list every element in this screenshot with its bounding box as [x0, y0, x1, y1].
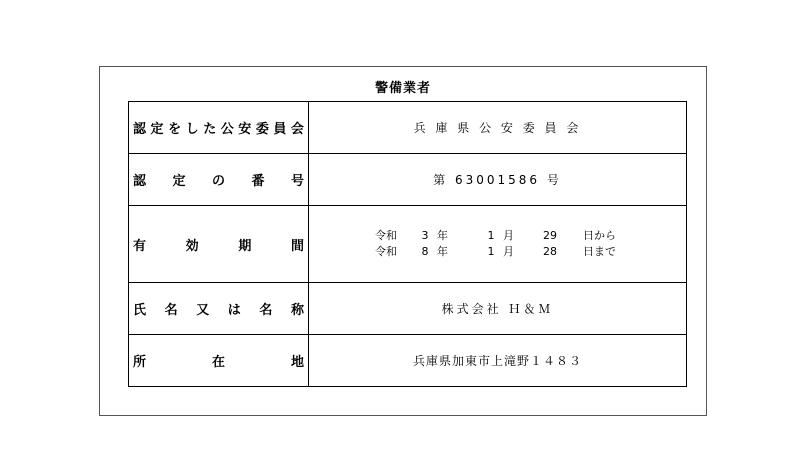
sign-title: 警備業者 [374, 81, 431, 96]
label-char: 期 [238, 238, 252, 254]
label-char: し [185, 122, 199, 137]
label-char: を [168, 122, 182, 137]
label-char: 地 [290, 355, 304, 370]
label-char: 委 [255, 122, 269, 137]
row-address [129, 335, 687, 387]
label-char: 在 [211, 355, 225, 370]
period-month-unit: 月 [503, 229, 514, 242]
label-char: 番 [251, 174, 265, 189]
period-day: 29 [543, 229, 557, 242]
label-address [129, 335, 309, 387]
period-month: 1 [487, 229, 495, 242]
label-char: 認 [133, 174, 147, 189]
row-company-name [129, 283, 687, 335]
label-company-name [129, 283, 309, 335]
label-char: 間 [290, 238, 304, 254]
label-char: 安 [238, 122, 252, 137]
period-era: 令和 [375, 229, 397, 242]
label-char: 定 [150, 122, 164, 137]
period-year: 3 [421, 229, 429, 242]
label-char: の [211, 174, 225, 189]
label-char: 効 [185, 238, 199, 254]
label-char: 員 [273, 122, 287, 137]
period-month-unit: 月 [503, 245, 514, 258]
period-start [309, 228, 686, 244]
period-month: 1 [487, 245, 495, 258]
period-end [309, 244, 686, 260]
label-char: 定 [172, 174, 186, 189]
value-address: 兵庫県加東市上滝野１４８３ [309, 335, 687, 387]
label-char: 認 [133, 122, 147, 137]
period-suffix: 日まで [583, 245, 616, 258]
period-suffix: 日から [583, 229, 616, 242]
label-validity-period [129, 206, 309, 283]
period-year-unit: 年 [437, 229, 448, 242]
value-certification-number: 第 63001586 号 [309, 154, 687, 206]
row-certifying-commission [129, 102, 687, 154]
period-era: 令和 [375, 245, 397, 258]
label-char: 名 [164, 303, 178, 318]
period-year: 8 [421, 245, 429, 258]
value-company-name: 株式会社 Ｈ＆Ｍ [309, 283, 687, 335]
value-certifying-commission: 兵 庫 県 公 安 委 員 会 [309, 102, 687, 154]
value-validity-period [309, 206, 687, 283]
label-char: 会 [290, 122, 304, 137]
row-certification-number [129, 154, 687, 206]
label-char: 所 [133, 355, 147, 370]
label-char: 氏 [133, 303, 147, 318]
label-char: は [227, 303, 241, 318]
label-certifying-commission [129, 102, 309, 154]
label-char: 号 [290, 174, 304, 189]
label-char: 称 [290, 303, 304, 318]
label-certification-number [129, 154, 309, 206]
label-char: 有 [133, 238, 147, 254]
label-char: 公 [220, 122, 234, 137]
security-company-sign [99, 66, 707, 416]
period-year-unit: 年 [437, 245, 448, 258]
label-char: た [203, 122, 217, 137]
label-char: 又 [196, 303, 210, 318]
period-day: 28 [543, 245, 557, 258]
certification-table [128, 101, 687, 387]
row-validity-period [129, 206, 687, 283]
label-char: 名 [259, 303, 273, 318]
